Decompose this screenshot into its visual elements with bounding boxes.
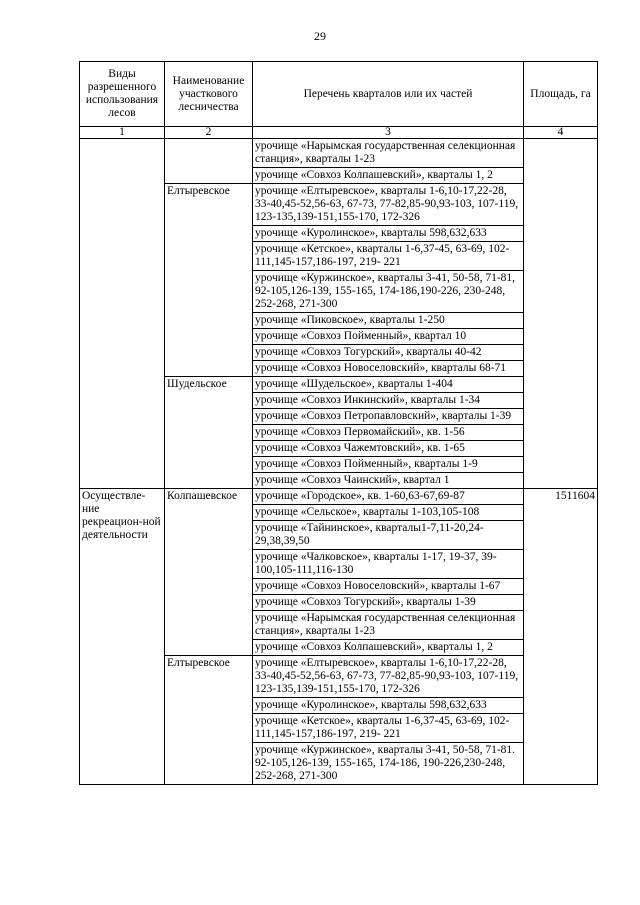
forest-use-table (79, 61, 598, 785)
tract-cell: урочище «Совхоз Инкинский», кварталы 1-34 (253, 393, 524, 409)
district-cell (165, 139, 253, 184)
tract-cell: урочище «Куржинское», кварталы 3-41, 50-58, 71-81, 92-105,126-139, 155-165, 174-186,190-226, 230-248, 252-268, 271-300 (253, 271, 524, 313)
tract-cell: урочище «Пиковское», кварталы 1-250 (253, 313, 524, 329)
header-tracts: Перечень кварталов или их частей (253, 62, 524, 127)
tract-cell: урочище «Тайнинское», кварталы1-7,11-20,24-29,38,39,50 (253, 521, 524, 550)
table-header-row (80, 62, 598, 127)
tract-cell: урочище «Куржинское», кварталы 3-41, 50-58, 71-81. 92-105,126-139, 155-165, 174-186, 190-226,230-248, 252-268, 271-300 (253, 743, 524, 785)
table-body (80, 139, 598, 785)
district-cell: Шудельское (165, 377, 253, 489)
column-number: 4 (524, 127, 598, 139)
district-cell: Елтыревское (165, 184, 253, 377)
tract-cell: урочище «Совхоз Новоселовский», кварталы 1-67 (253, 579, 524, 595)
tract-cell: урочище «Нарымская государственная селекционная станция», кварталы 1-23 (253, 139, 524, 168)
tract-cell: урочище «Совхоз Петропавловский», кварталы 1-39 (253, 409, 524, 425)
tract-cell: урочище «Сельское», кварталы 1-103,105-108 (253, 505, 524, 521)
tract-cell: урочище «Совхоз Первомайский», кв. 1-56 (253, 425, 524, 441)
column-number: 3 (253, 127, 524, 139)
tract-cell: урочище «Совхоз Новоселовский», кварталы 68-71 (253, 361, 524, 377)
tract-cell: урочище «Кетское», кварталы 1-6,37-45, 63-69, 102-111,145-157,186-197, 219- 221 (253, 714, 524, 743)
tract-cell: урочище «Совхоз Пойменный», квартал 10 (253, 329, 524, 345)
header-area: Площадь, га (524, 62, 598, 127)
area-cell: 1511604 (524, 489, 598, 785)
tract-cell: урочище «Совхоз Пойменный», кварталы 1-9 (253, 457, 524, 473)
tract-cell: урочище «Совхоз Тогурский», кварталы 1-39 (253, 595, 524, 611)
header-district: Наименование участкового лесничества (165, 62, 253, 127)
use-type-cell: Осуществле-ние рекреацион-ной деятельности (80, 489, 165, 785)
tract-cell: урочище «Куролинское», кварталы 598,632,633 (253, 698, 524, 714)
column-number: 1 (80, 127, 165, 139)
tract-cell: урочище «Совхоз Колпашевский», кварталы 1, 2 (253, 168, 524, 184)
tract-cell: урочище «Совхоз Колпашевский», кварталы 1, 2 (253, 640, 524, 656)
district-cell: Елтыревское (165, 656, 253, 785)
area-cell (524, 139, 598, 489)
column-number: 2 (165, 127, 253, 139)
tract-cell: урочище «Шудельское», кварталы 1-404 (253, 377, 524, 393)
tract-cell: урочище «Чалковское», кварталы 1-17, 19-37, 39-100,105-111,116-130 (253, 550, 524, 579)
table-row (80, 139, 598, 168)
tract-cell: урочище «Кетское», кварталы 1-6,37-45, 63-69, 102-111,145-157,186-197, 219- 221 (253, 242, 524, 271)
tract-cell: урочище «Городское», кв. 1-60,63-67,69-87 (253, 489, 524, 505)
tract-cell: урочище «Нарымская государственная селекционная станция», кварталы 1-23 (253, 611, 524, 640)
use-type-cell (80, 139, 165, 489)
page-number: 29 (314, 29, 326, 43)
tract-cell: урочище «Совхоз Чажемтовский», кв. 1-65 (253, 441, 524, 457)
district-cell: Колпашевское (165, 489, 253, 656)
table-row (80, 489, 598, 505)
header-use-type: Виды разрешенного использования лесов (80, 62, 165, 127)
tract-cell: урочище «Елтыревское», кварталы 1-6,10-17,22-28, 33-40,45-52,56-63, 67-73, 77-82,85-90,93-103, 107-119, 123-135,139-151,155-170, 172-326 (253, 656, 524, 698)
tract-cell: урочище «Совхоз Тогурский», кварталы 40-42 (253, 345, 524, 361)
tract-cell: урочище «Елтыревское», кварталы 1-6,10-17,22-28, 33-40,45-52,56-63, 67-73, 77-82,85-90,93-103, 107-119, 123-135,139-151,155-170, 172-326 (253, 184, 524, 226)
tract-cell: урочище «Куролинское», кварталы 598,632,633 (253, 226, 524, 242)
column-number-row (80, 127, 598, 139)
tract-cell: урочище «Совхоз Чаинский», квартал 1 (253, 473, 524, 489)
